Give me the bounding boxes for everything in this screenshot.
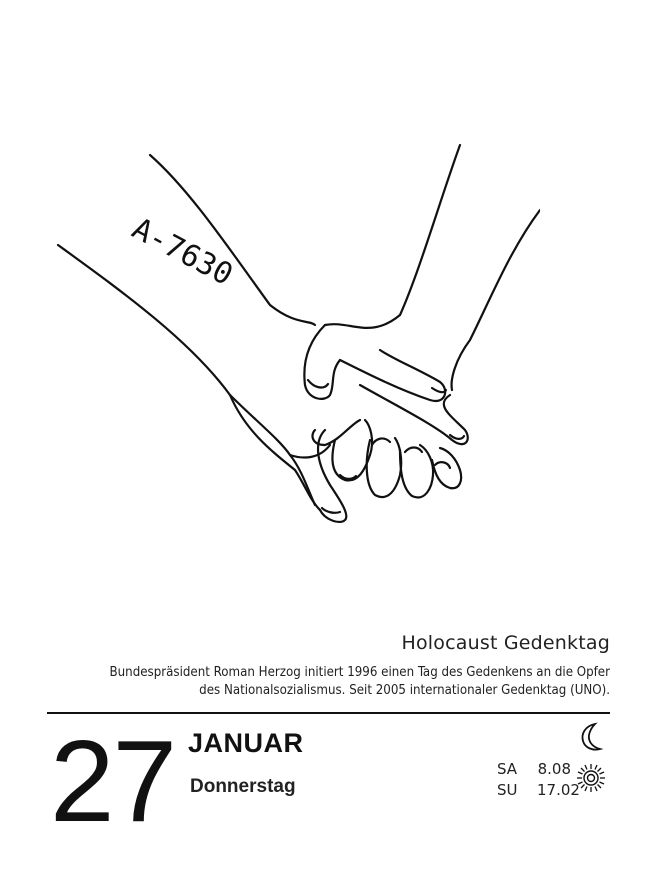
sunset-time: 17.02: [537, 781, 580, 799]
sunrise-time: 8.08: [537, 760, 571, 778]
weekday-label: Donnerstag: [190, 776, 296, 797]
description-line: des Nationalsozialismus. Seit 2005 internationaler Gedenktag (UNO).: [199, 683, 610, 698]
divider: [47, 712, 610, 714]
sunset-label: SU: [497, 781, 518, 799]
month-label: JANUAR: [188, 728, 304, 758]
sun-icon: [576, 763, 606, 793]
sunrise-row: [497, 760, 571, 778]
moon-icon: [578, 722, 604, 752]
event-description: [10, 664, 610, 700]
tattoo-number: A-7630: [126, 211, 239, 293]
description-line: Bundespräsident Roman Herzog initiert 1996 einen Tag des Gedenkens an die Opfer: [109, 665, 610, 680]
day-number: 27: [50, 716, 176, 846]
sunrise-label: SA: [497, 760, 518, 778]
sunset-row: [497, 781, 580, 799]
event-title: Holocaust Gedenktag: [401, 632, 610, 654]
hands-illustration: [40, 140, 540, 560]
